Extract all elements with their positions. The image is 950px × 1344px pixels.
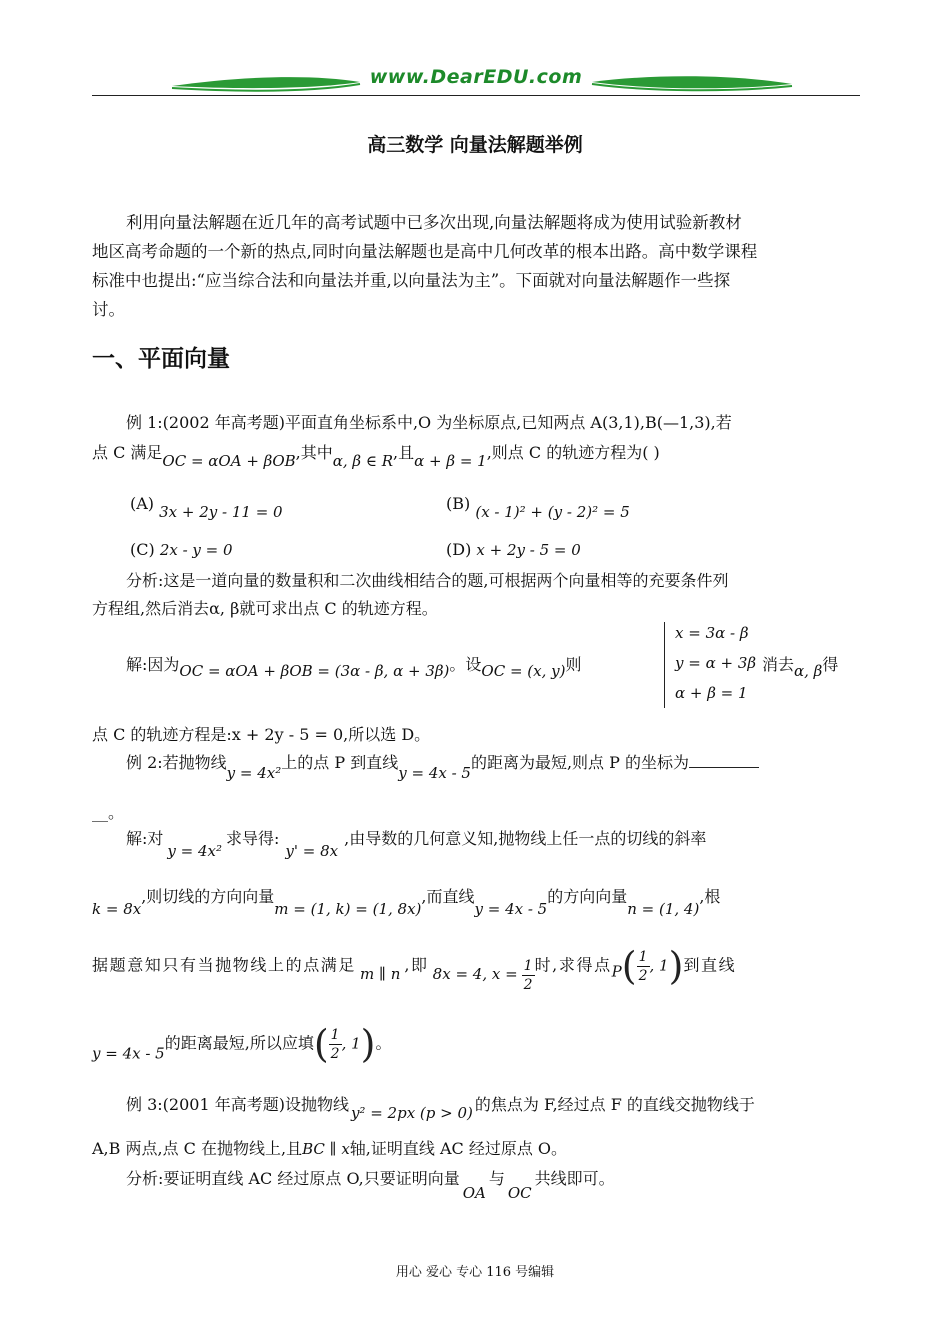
math-expr: m = (1, k) = (1, 8x) [274, 900, 422, 918]
option-c: (C) 2x - y = 0 [130, 540, 233, 559]
ex1-analysis-line1: 分析:这是一道向量的数量积和二次曲线相结合的题,可根据两个向量相等的充要条件列 [126, 571, 729, 590]
page-title: 高三数学 向量法解题举例 [367, 134, 583, 156]
ex3-line1: 例 3:(2001 年高考题)设抛物线 y² = 2px (p > 0) 的焦点为 F,经过点 F 的直线交抛物线于 [126, 1095, 755, 1122]
math-expr: y' = 8x [285, 842, 339, 860]
ex2-line1: 例 2:若抛物线y = 4x²上的点 P 到直线y = 4x - 5的距离为最短,则点 P 的坐标为 [126, 750, 759, 782]
math-expr: α, β ∈ R [332, 452, 394, 470]
ex1-solution-line1: 解:因为OC = αOA + βOB = (3α - β, α + 3β)。设OC = (x, y)则 [126, 655, 582, 680]
intro-paragraph [92, 208, 858, 324]
math-expr: OA [462, 1184, 486, 1202]
math-expr: OC = αOA + βOB = (3α - β, α + 3β) [179, 662, 450, 680]
math-expr: y = 4x - 5 [474, 900, 548, 918]
option-a: (A) 3x + 2y - 11 = 0 [130, 494, 283, 521]
intro-line: 利用向量法解题在近几年的高考试题中已多次出现,向量法解题将成为使用试验新教材 [126, 213, 742, 232]
ex1-solution-line2: 点 C 的轨迹方程是:x + 2y - 5 = 0,所以选 D。 [92, 725, 431, 744]
math-expr: OC [507, 1184, 532, 1202]
page-footer: 用心 爱心 专心 116 号编辑 [395, 1265, 555, 1280]
equation-system: x = 3α - β y = α + 3β α + β = 1 [664, 622, 761, 708]
option-d: (D) x + 2y - 5 = 0 [446, 540, 581, 559]
math-expr: OC = (x, y) [481, 662, 566, 680]
intro-line: 标准中也提出:“应当综合法和向量法并重,以向量法为主”。下面就对向量法解题作一些探 [92, 271, 731, 290]
ex1-solution-elim: 消去α, β得 [762, 655, 839, 680]
ex1-line2: 点 C 满足OC = αOA + βOB,其中α, β ∈ R,且α + β = 1,则点 C 的轨迹方程为( ) [92, 443, 660, 470]
header-divider [92, 95, 860, 96]
math-expr: y = 4x - 5 [398, 764, 471, 782]
math-expr: n = (1, 4) [627, 900, 700, 918]
ex1-line1: 例 1:(2002 年高考题)平面直角坐标系中,O 为坐标原点,已知两点 A(3,1),B(—1,3),若 [126, 413, 732, 432]
math-expr: BC ∥ x [302, 1140, 350, 1158]
math-expr: 8x = 4, x = [432, 964, 518, 983]
ex2-line2: __。 [92, 803, 125, 822]
fraction: $\frac{1}{2}$ [523, 957, 533, 993]
section-heading: 一、平面向量 [92, 346, 230, 372]
ex3-analysis: 分析:要证明直线 AC 经过原点 O,只要证明向量OA与OC共线即可。 [126, 1169, 615, 1202]
ex2-solution-line1: 解:对y = 4x²求导得:y' = 8x,由导数的几何意义知,抛物线上任一点的切线的斜率 [126, 829, 707, 860]
ex2-solution-line4: y = 4x - 5的距离最短,所以应填( $\frac{1}{2}$ , 1)。 [92, 1022, 392, 1066]
math-expr: y = 4x² [226, 764, 282, 782]
fraction: $\frac{1}{2}$ [330, 1026, 340, 1062]
ex2-solution-line2: k = 8x,则切线的方向向量m = (1, k) = (1, 8x),而直线y = 4x - 5的方向向量n = (1, 4),根 [92, 887, 721, 918]
ex3-line2: A,B 两点,点 C 在抛物线上,且BC ∥ x轴,证明直线 AC 经过原点 O。 [92, 1139, 568, 1158]
intro-line: 地区高考命题的一个新的热点,同时向量法解题也是高中几何改革的根本出路。高中数学课程 [92, 242, 758, 261]
ex2-solution-line3: 据题意知只有当抛物线上的点满足 m ∥ n ,即 8x = 4, x = $\frac{1}{2}$ 时,求得点P( $\frac{1}{2}$ , 1)到直线 [92, 944, 737, 993]
intro-line: 讨。 [92, 300, 125, 319]
math-expr: α + β = 1 [414, 452, 487, 470]
answer-blank [689, 753, 759, 768]
ex1-analysis-line2: 方程组,然后消去α, β就可求出点 C 的轨迹方程。 [92, 599, 438, 618]
logo-text: www.DearEDU.com [369, 66, 583, 88]
math-expr: y² = 2px (p > 0) [350, 1104, 473, 1122]
math-expr: y = 4x - 5 [92, 1044, 165, 1063]
math-expr: k = 8x [92, 900, 142, 918]
math-expr: y = 4x² [167, 842, 223, 860]
math-expr: OC = αOA + βOB [162, 452, 296, 470]
math-expr: m ∥ n [360, 964, 401, 983]
fraction: $\frac{1}{2}$ [638, 948, 648, 984]
option-b: (B) (x - 1)² + (y - 2)² = 5 [446, 494, 630, 521]
